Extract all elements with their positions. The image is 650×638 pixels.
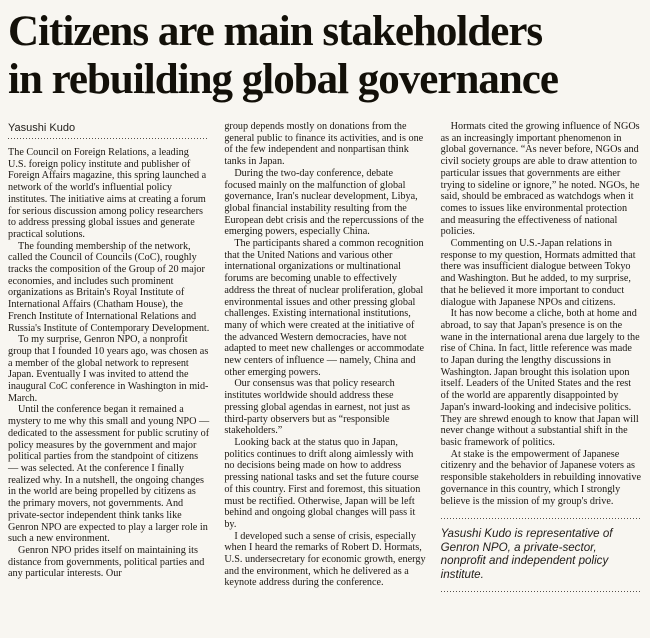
paragraph: It has now become a cliche, both at home and abroad, to say that Japan's presence is on the wane in the international arena due largely to the rise of China. In fact, little reference was made to Japan during the lengthy discussions in Washington. Japan brought this isolation upon itself. Leaders of the United States and the rest of the world are apparently disappointed by Japan's inward-looking and indecisive politics. They are shrewd enough to know that Japan will never change without a substantial shift in the basic framework of politics. (440, 308, 640, 448)
author-note-divider-top (441, 518, 642, 520)
paragraph: To my surprise, Genron NPO, a nonprofit group that I founded 10 years ago, was chosen as a member of the global network to represent Japan. Eventually I was invited to attend the inaugural CoC conference in Washington in mid-March. (8, 334, 209, 404)
paragraph: Commenting on U.S.-Japan relations in response to my question, Hormats admitted that there was insufficient dialogue between Tokyo and Washington. But he added, to my surprise, that he believed it more important to conduct dialogue with Japanese NPOs and citizens. (440, 238, 636, 308)
paragraph: Genron NPO prides itself on maintaining its distance from governments, political parties and any particular interests. Our (8, 544, 205, 580)
article-headline (8, 8, 642, 104)
author-note-divider-bottom (441, 591, 642, 593)
paragraph: Until the conference began it remained a mystery to me why this small and young NPO — dedicated to the assessment for public scrutiny of policy measures by the government and major political parties from the standpoint of citizens — was selected. At the conference I finally realized why. In a nutshell, the ongoing changes in the world are being propelled by citizens as the primary movers, not governments. And private-sector independent think tanks like Genron NPO are expected to play a larger role in such a new environment. (8, 404, 210, 545)
author-note-block (441, 518, 642, 592)
paragraph: Our consensus was that policy research institutes worldwide should address these pressing global agendas in earnest, not just as third-party observers but as “responsible stakeholders.” (224, 378, 410, 437)
paragraph: The participants shared a common recognition that the United Nations and various other international organizations or multinational forums are becoming unable to effectively address the threat of nuclear proliferation, global environmental issues and other pressing global challenges. Existing international institutions, many of which were created at the initiative of the advanced Western democracies, have not adapted to meet new challenges or accommodate new centers of influence — namely, China and other emerging powers. (224, 238, 425, 378)
paragraph: Hormats cited the growing influence of NGOs as an increasingly important phenomenon in global governance. “As never before, NGOs and civil society groups are able to draw attention to particular issues that governments are either trying to sideline or ignore,” he noted. NGOs, he said, should be embraced as watchdogs when it comes to issues like environmental protection and measuring the effectiveness of national policies. (440, 121, 640, 238)
paragraph: The founding membership of the network, called the Council of Councils (CoC), roughly tracks the composition of the Group of 20 major economies, and includes such prominent organizations as Britain's Royal Institute of International Affairs (Chatham House), the French Institute of International Relations and Russia's Institute of Contemporary Development. (8, 240, 210, 334)
headline-line-2: in rebuilding global governance (8, 56, 558, 103)
paragraph: At stake is the empowerment of Japanese citizenry and the behavior of Japanese voters as responsible stakeholders in rebuilding innovative governance in this country, which I strongly believe is the mission of my group's drive. (440, 448, 641, 507)
paragraph: Looking back at the status quo in Japan, politics continues to drift along aimlessly with no decisions being made on how to address pressing national tasks and set the future course of this country. First and foremost, this situation must be rectified. Otherwise, Japan will be left behind and ongoing global changes will pass it by. (224, 436, 421, 530)
byline-divider (8, 138, 209, 140)
author-note: Yasushi Kudo is representative of Genron NPO, a private-sector, nonprofit and independent policy institute. (440, 527, 613, 581)
paragraph: group depends mostly on donations from the general public to finance its activities, and is one of the few independent and nonpartisan think tanks in Japan. (224, 121, 424, 168)
paragraph: I developed such a sense of crisis, especially when I heard the remarks of Robert D. Hormats, U.S. undersecretary for economic growth, energy and the environment, which he delivered as a keynote address during the conference. (224, 530, 426, 589)
column-1 (8, 121, 209, 593)
column-2 (224, 121, 425, 593)
paragraph: The Council on Foreign Relations, a leading U.S. foreign policy institute and publisher of Foreign Affairs magazine, this spring launched a network of the world's influential policy institutes. The initiative aims at creating a forum for serious discussion among policy researchers to address pressing global issues and generate practical solutions. (8, 147, 207, 240)
paragraph: During the two-day conference, debate focused mainly on the malfunction of global governance, Iran's nuclear development, Libya, global financial instability resulting from the European debt crisis and the repercussions of the emerging powers, especially China. (224, 167, 424, 238)
byline: Yasushi Kudo (8, 122, 76, 134)
article-body (8, 121, 642, 593)
column-3 (441, 121, 642, 593)
headline-line-1: Citizens are main stakeholders (8, 8, 543, 55)
